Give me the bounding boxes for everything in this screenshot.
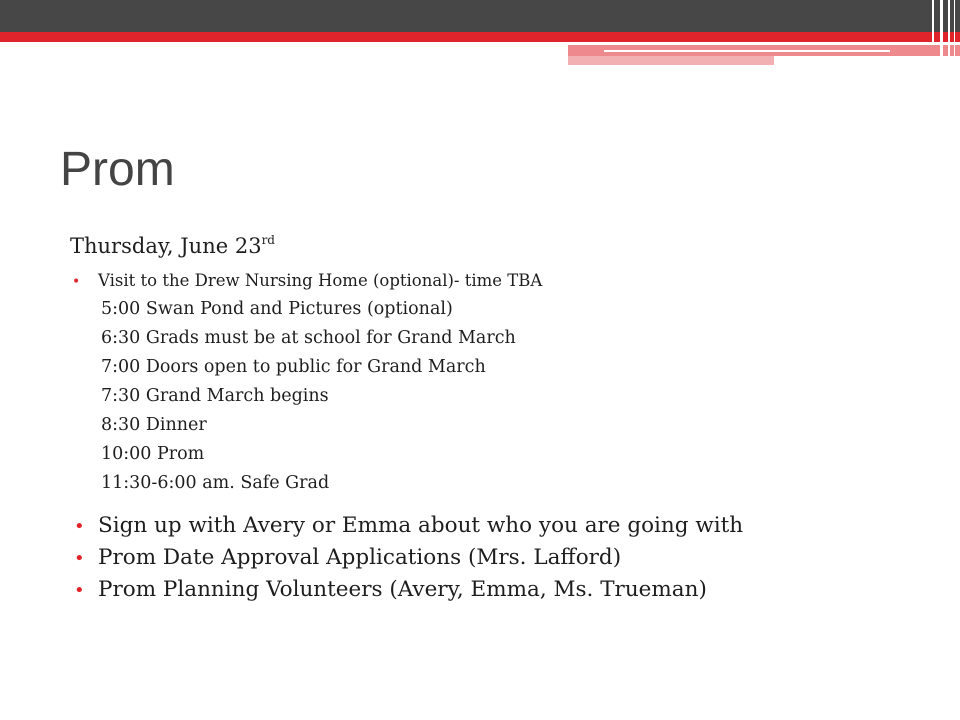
date-suffix: rd: [261, 233, 275, 247]
bullet-dot-icon: •: [74, 548, 85, 569]
list-item-text: Visit to the Drew Nursing Home (optional)- time TBA: [98, 271, 543, 290]
header-stripe: [948, 0, 950, 66]
list-item: [70, 574, 930, 606]
list-item-text: Sign up with Avery or Emma about who you are going with: [98, 513, 744, 538]
bullet-dot-icon: •: [74, 516, 85, 537]
list-item: [70, 266, 930, 295]
slide-body: [70, 232, 930, 606]
date-heading-text: Thursday, June 23: [70, 234, 262, 258]
header-dark-bar: [0, 0, 960, 32]
header-stripe: [932, 0, 934, 45]
schedule-line: 10:00 Prom: [101, 444, 205, 464]
schedule-line: 7:00 Doors open to public for Grand March: [101, 357, 486, 377]
list-item-text: Prom Date Approval Applications (Mrs. Lafford): [98, 545, 622, 570]
header-stripe: [954, 0, 955, 66]
schedule-line: 11:30-6:00 am. Safe Grad: [101, 473, 330, 493]
bullet-list: [70, 510, 930, 606]
header-stripe: [940, 0, 943, 66]
schedule-line: 6:30 Grads must be at school for Grand March: [101, 328, 516, 348]
list-item: [70, 510, 930, 542]
header-pink-sub-band: [568, 56, 774, 65]
header-highlight-line: [604, 50, 890, 52]
header-red-band: [0, 32, 960, 42]
bullet-dot-icon: •: [72, 274, 81, 290]
bullet-dot-icon: •: [74, 580, 85, 601]
schedule-line: 8:30 Dinner: [101, 415, 207, 435]
list-item-text: Prom Planning Volunteers (Avery, Emma, Ms. Trueman): [98, 577, 707, 602]
schedule-line: 5:00 Swan Pond and Pictures (optional): [101, 299, 453, 319]
list-item: [70, 542, 930, 574]
date-heading: [70, 232, 930, 260]
schedule-line: 7:30 Grand March begins: [101, 386, 329, 406]
slide-title: Prom: [60, 143, 175, 196]
